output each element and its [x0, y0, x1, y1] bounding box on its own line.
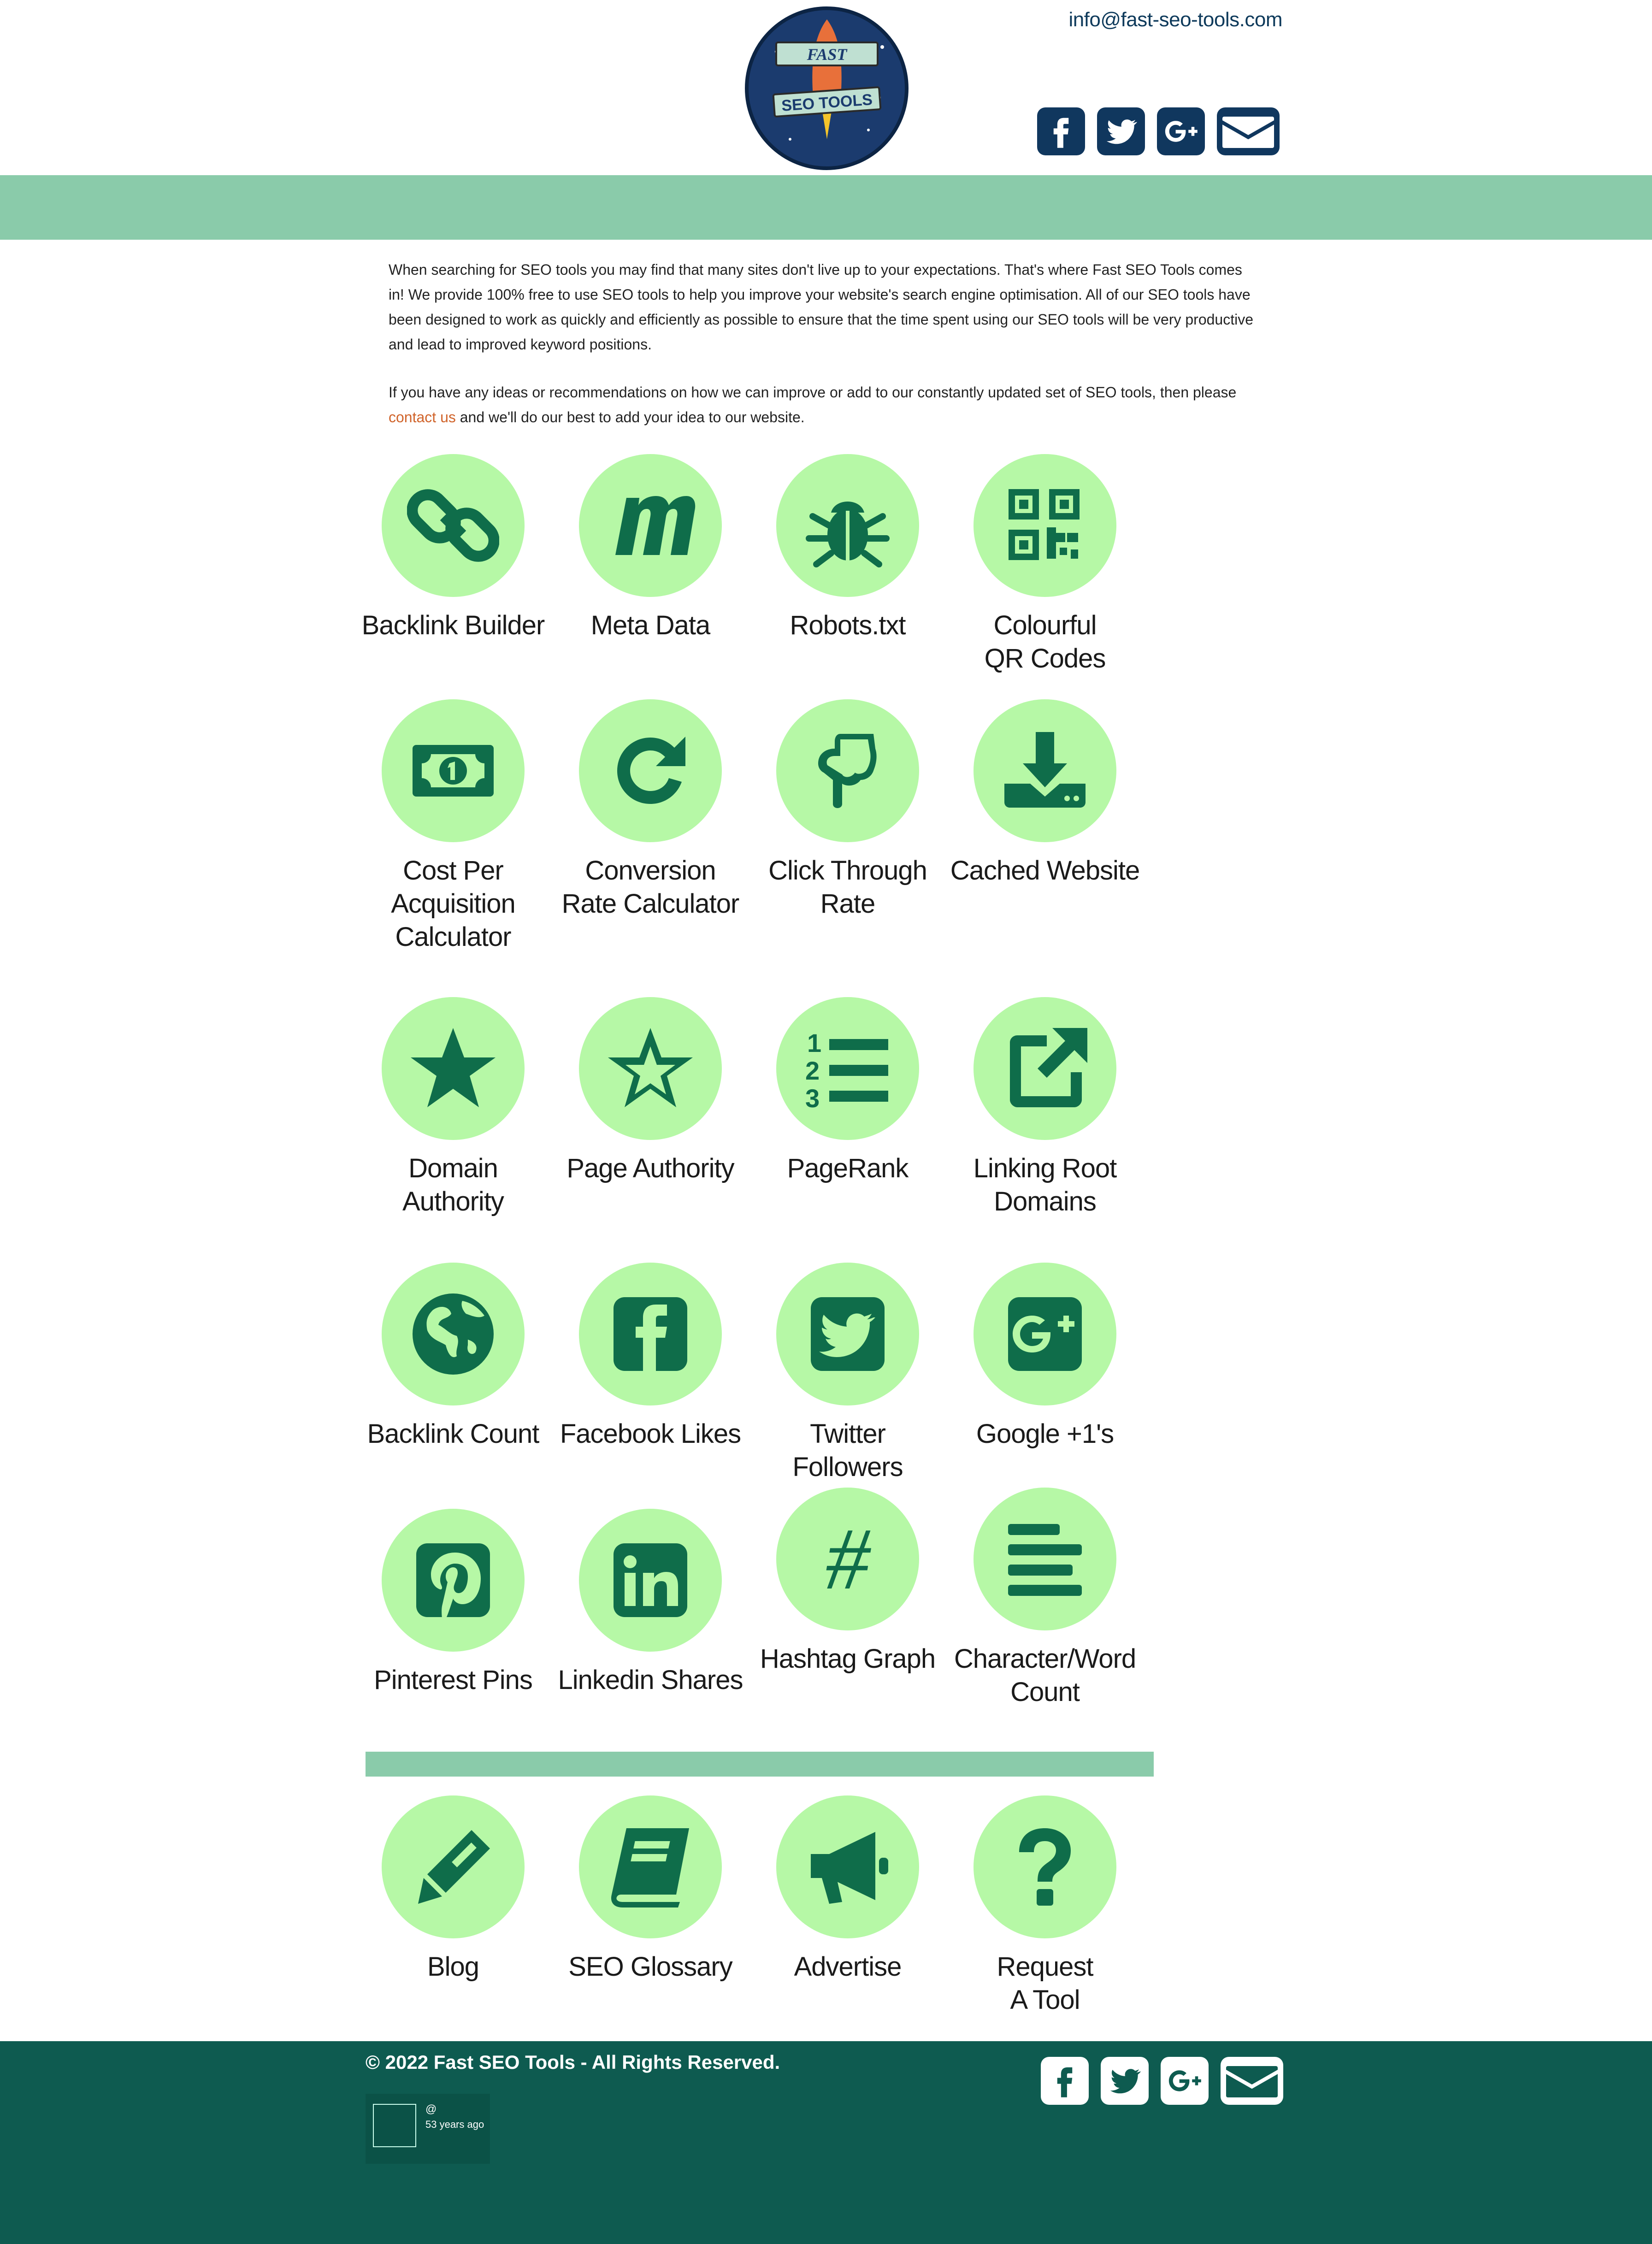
- link-icon: [407, 479, 499, 572]
- tool-icon-circle: [579, 997, 722, 1140]
- tool-icon-circle: [776, 454, 919, 597]
- header-bar: [0, 175, 1652, 240]
- tool-icon-circle: [974, 699, 1116, 842]
- tool-character-word-count[interactable]: [946, 1488, 1144, 1709]
- tool-icon-circle: [579, 1263, 722, 1405]
- tool-label: Twitter Followers: [792, 1419, 903, 1482]
- tool-icon-circle: [974, 997, 1116, 1140]
- tool-blog[interactable]: [354, 1795, 552, 1984]
- tool-linking-root-domains[interactable]: [946, 997, 1144, 1218]
- google-plus-link[interactable]: [1157, 107, 1205, 155]
- intro-paragraph-2-start: If you have any ideas or recommendations on how we can improve or add to our constantly updated set of SEO tools, then please: [389, 384, 1237, 401]
- footer-social-links: [1041, 2057, 1283, 2105]
- mail-link[interactable]: [1217, 107, 1280, 155]
- tool-label: Pinterest Pins: [374, 1665, 532, 1695]
- tool-label: Click Through Rate: [768, 856, 927, 919]
- social-feed-widget[interactable]: [366, 2094, 490, 2164]
- bug-icon: [802, 479, 894, 572]
- tool-label: Request A Tool: [997, 1952, 1093, 2015]
- hand-pointer-icon: [802, 725, 894, 817]
- google-plus-icon: [1167, 2063, 1203, 2099]
- tool-twitter-followers[interactable]: [749, 1263, 947, 1484]
- mail-icon: [1224, 2060, 1280, 2102]
- tool-colourful-qr-codes[interactable]: [946, 454, 1144, 675]
- tool-advertise[interactable]: [749, 1795, 947, 1984]
- tool-icon-circle: [382, 997, 525, 1140]
- tool-icon-circle: [579, 454, 722, 597]
- copyright-text: © 2022 Fast SEO Tools - All Rights Reserved.: [366, 2051, 780, 2073]
- intro-paragraph-2: [389, 380, 1260, 430]
- tool-label: Google +1's: [976, 1419, 1114, 1449]
- widget-timestamp: 53 years ago: [425, 2119, 484, 2130]
- svg-text:1: 1: [807, 1028, 822, 1057]
- tool-domain-authority[interactable]: [354, 997, 552, 1218]
- svg-text:2: 2: [805, 1056, 820, 1085]
- tool-label: Backlink Count: [367, 1419, 539, 1449]
- tool-label: PageRank: [787, 1153, 909, 1183]
- globe-icon: [407, 1288, 499, 1380]
- tool-icon-circle: [382, 699, 525, 842]
- site-footer: [0, 2041, 1652, 2244]
- tool-label: Facebook Likes: [560, 1419, 741, 1449]
- tool-label: Cached Website: [950, 856, 1140, 886]
- question-icon: [999, 1821, 1091, 1913]
- facebook-link[interactable]: [1037, 107, 1085, 155]
- tool-icon-circle: [974, 1488, 1116, 1630]
- facebook-icon: [604, 1288, 696, 1380]
- tool-google-1-s[interactable]: [946, 1263, 1144, 1451]
- tool-icon-circle: [382, 1509, 525, 1652]
- footer-twitter-link[interactable]: [1101, 2057, 1149, 2105]
- email-link[interactable]: info@fast-seo-tools.com: [1068, 8, 1282, 31]
- external-link-icon: [999, 1022, 1091, 1115]
- book-icon: [604, 1821, 696, 1913]
- tool-label: Linking Root Domains: [973, 1153, 1117, 1216]
- section-divider: [366, 1752, 1154, 1777]
- tool-icon-circle: [974, 454, 1116, 597]
- tool-seo-glossary[interactable]: [551, 1795, 749, 1984]
- tool-label: Cost Per Acquisition Calculator: [391, 856, 515, 952]
- tool-icon-circle: [579, 699, 722, 842]
- tool-cost-per-acquisition-calculator[interactable]: [354, 699, 552, 954]
- tool-icon-circle: [579, 1795, 722, 1938]
- tool-icon-circle: [974, 1795, 1116, 1938]
- star-outline-icon: [604, 1022, 696, 1115]
- intro-paragraph-2-end: and we'll do our best to add your idea to our website.: [455, 409, 805, 425]
- tool-conversion-rate-calculator[interactable]: [551, 699, 749, 921]
- tool-hashtag-graph[interactable]: [749, 1488, 947, 1676]
- svg-text:#: #: [826, 1513, 870, 1605]
- tool-backlink-builder[interactable]: [354, 454, 552, 642]
- tool-icon-circle: [382, 1263, 525, 1405]
- tool-icon-circle: [579, 1509, 722, 1652]
- twitter-icon: [802, 1288, 894, 1380]
- contact-us-link[interactable]: contact us: [389, 409, 456, 425]
- tool-page-authority[interactable]: [551, 997, 749, 1185]
- tool-icon-circle: [382, 454, 525, 597]
- tool-label: Linkedin Shares: [558, 1665, 743, 1695]
- intro-text: [389, 257, 1260, 453]
- google-plus-icon: [1163, 113, 1199, 149]
- megaphone-icon: [802, 1821, 894, 1913]
- header-social-links: [1037, 107, 1280, 155]
- tool-label: Hashtag Graph: [760, 1644, 936, 1674]
- widget-handle: @: [425, 2103, 437, 2115]
- tool-backlink-count[interactable]: [354, 1263, 552, 1451]
- svg-text:3: 3: [805, 1084, 820, 1113]
- star-filled-icon: [407, 1022, 499, 1115]
- rocket-logo-icon: [749, 10, 905, 167]
- tool-request-a-tool[interactable]: [946, 1795, 1144, 2017]
- tool-linkedin-shares[interactable]: [551, 1509, 749, 1697]
- tool-icon-circle: [974, 1263, 1116, 1405]
- download-icon: [999, 725, 1091, 817]
- qr-code-icon: [999, 479, 1091, 572]
- tool-facebook-likes[interactable]: [551, 1263, 749, 1451]
- footer-facebook-link[interactable]: [1041, 2057, 1089, 2105]
- tool-label: Conversion Rate Calculator: [561, 856, 739, 919]
- refresh-icon: [604, 725, 696, 817]
- broken-image: [373, 2104, 416, 2147]
- intro-paragraph-1: When searching for SEO tools you may find that many sites don't live up to your expectations. That's where Fast SEO Tools comes in! We provide 100% free to use SEO tools to help you improve your website's search engine optimisation. All of our SEO tools have been designed to work as quickly and efficiently as possible to ensure that the time spent using our SEO tools will be very productive and lead to improved keyword positions.: [389, 261, 1253, 353]
- money-icon: [407, 725, 499, 817]
- facebook-icon: [1043, 113, 1079, 149]
- linkedin-icon: [604, 1534, 696, 1626]
- tool-label: Advertise: [794, 1952, 902, 1982]
- tool-icon-circle: [776, 1488, 919, 1630]
- google-plus-icon: [999, 1288, 1091, 1380]
- tool-robots-txt[interactable]: [749, 454, 947, 642]
- tool-icon-circle: [382, 1795, 525, 1938]
- tool-label: SEO Glossary: [568, 1952, 732, 1982]
- tool-label: Colourful QR Codes: [984, 610, 1106, 673]
- tool-meta-data[interactable]: [551, 454, 749, 642]
- svg-text:SEO TOOLS: SEO TOOLS: [781, 91, 873, 115]
- mail-icon: [1221, 111, 1276, 152]
- tool-pinterest-pins[interactable]: [354, 1509, 552, 1697]
- meta-m-icon: [604, 479, 696, 572]
- svg-text:FAST: FAST: [807, 45, 847, 64]
- tool-label: Page Authority: [566, 1153, 734, 1183]
- pencil-icon: [407, 1821, 499, 1913]
- twitter-link[interactable]: [1097, 107, 1145, 155]
- pinterest-icon: [407, 1534, 499, 1626]
- site-logo[interactable]: [745, 6, 909, 170]
- tool-label: Backlink Builder: [361, 610, 545, 640]
- tool-click-through-rate[interactable]: [749, 699, 947, 921]
- footer-mail-link[interactable]: [1221, 2057, 1283, 2105]
- numbered-list-icon: [802, 1022, 894, 1115]
- twitter-icon: [1107, 2063, 1143, 2099]
- tool-icon-circle: [776, 1795, 919, 1938]
- align-left-icon: [999, 1513, 1091, 1605]
- tool-label: Domain Authority: [402, 1153, 504, 1216]
- tool-icon-circle: [776, 1263, 919, 1405]
- tool-cached-website[interactable]: [946, 699, 1144, 887]
- twitter-icon: [1103, 113, 1139, 149]
- tool-label: Blog: [427, 1952, 479, 1982]
- hashtag-icon: [802, 1513, 894, 1605]
- footer-google-plus-link[interactable]: [1161, 2057, 1209, 2105]
- tool-label: Character/Word Count: [954, 1644, 1136, 1707]
- tool-pagerank[interactable]: [749, 997, 947, 1185]
- tool-label: Robots.txt: [790, 610, 906, 640]
- tool-icon-circle: [776, 997, 919, 1140]
- facebook-icon: [1047, 2063, 1083, 2099]
- tool-label: Meta Data: [590, 610, 710, 640]
- tool-icon-circle: [776, 699, 919, 842]
